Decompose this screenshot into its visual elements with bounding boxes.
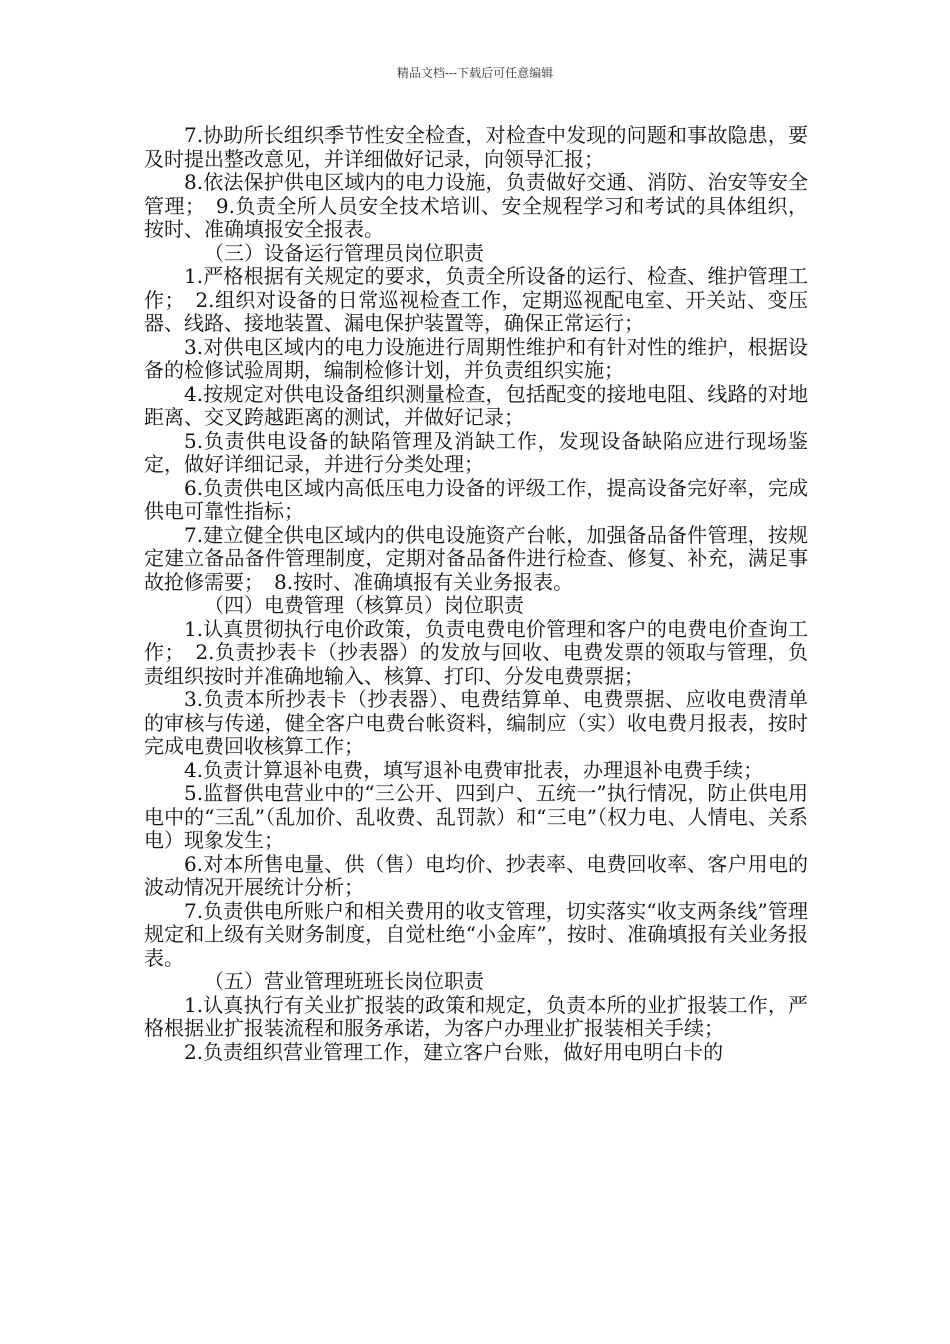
paragraph: 1.严格根据有关规定的要求，负责全所设备的运行、检查、维护管理工作； 2.组织对设备的日常巡视检查工作，定期巡视配电室、开关站、变压器、线路、接地装置、漏电保护装置等，确保正常运行； — [144, 264, 808, 335]
paragraph: 2.负责组织营业管理工作，建立客户台账，做好用电明白卡的 — [184, 1039, 724, 1064]
paragraph: 7.协助所长组织季节性安全检查，对检查中发现的问题和事故隐患，要及时提出整改意见，并详细做好记录，向领导汇报； — [144, 123, 808, 171]
document-body — [144, 124, 808, 1064]
paragraph: 3.对供电区域内的电力设施进行周期性维护和有针对性的维护，根据设备的检修试验周期，编制检修计划，并负责组织实施； — [144, 334, 808, 382]
paragraph: 5.监督供电营业中的“三公开、四到户、五统一”执行情况，防止供电用电中的“三乱”（乱加价、乱收费、乱罚款）和“三电”（权力电、人情电、关系电）现象发生； — [144, 781, 808, 852]
section-heading: （四）电费管理（核算员）岗位职责 — [204, 593, 524, 617]
paragraph: 5.负责供电设备的缺陷管理及消缺工作，发现设备缺陷应进行现场鉴定，做好详细记录，并进行分类处理； — [144, 428, 808, 476]
paragraph: 1.认真执行有关业扩报装的政策和规定，负责本所的业扩报装工作，严格根据业扩报装流程和服务承诺，为客户办理业扩报装相关手续； — [144, 992, 808, 1040]
paragraph: 3.负责本所抄表卡（抄表器）、电费结算单、电费票据、应收电费清单的审核与传递，健全客户电费台帐资料，编制应（实）收电费月报表，按时完成电费回收核算工作； — [144, 687, 808, 758]
paragraph: 6.负责供电区域内高低压电力设备的评级工作，提高设备完好率，完成供电可靠性指标； — [144, 475, 808, 523]
paragraph: 1.认真贯彻执行电价政策，负责电费电价管理和客户的电费电价查询工作； 2.负责抄表卡（抄表器）的发放与回收、电费发票的领取与管理，负责组织按时并准确地输入、核算、打印、分发电费票据； — [144, 616, 808, 688]
paragraph: 4.按规定对供电设备组织测量检查，包括配变的接地电阻、线路的对地距离、交叉跨越距离的测试，并做好记录； — [144, 381, 808, 429]
paragraph: 8.依法保护供电区域内的电力设施，负责做好交通、消防、治安等安全管理； 9.负责全所人员安全技术培训、安全规程学习和考试的具体组织，按时、准确填报安全报表。 — [144, 170, 808, 241]
page-header: 精品文档---下载后可任意编辑 — [396, 66, 554, 80]
paragraph: 7.负责供电所账户和相关费用的收支管理，切实落实“收支两条线”管理规定和上级有关财务制度，自觉杜绝“小金库”，按时、准确填报有关业务报表。 — [144, 898, 808, 970]
paragraph: 6.对本所售电量、供（售）电均价、抄表率、电费回收率、客户用电的波动情况开展统计分析； — [144, 851, 808, 899]
section-heading: （五）营业管理班班长岗位职责 — [204, 969, 484, 993]
paragraph: 4.负责计算退补电费，填写退补电费审批表，办理退补电费手续； — [184, 757, 764, 782]
section-heading: （三）设备运行管理员岗位职责 — [204, 240, 484, 265]
paragraph: 7.建立健全供电区域内的供电设施资产台帐，加强备品备件管理，按规定建立备品备件管理制度，定期对备品备件进行检查、修复、补充，满足事故抢修需要； 8.按时、准确填报有关业务报表。 — [144, 522, 808, 594]
